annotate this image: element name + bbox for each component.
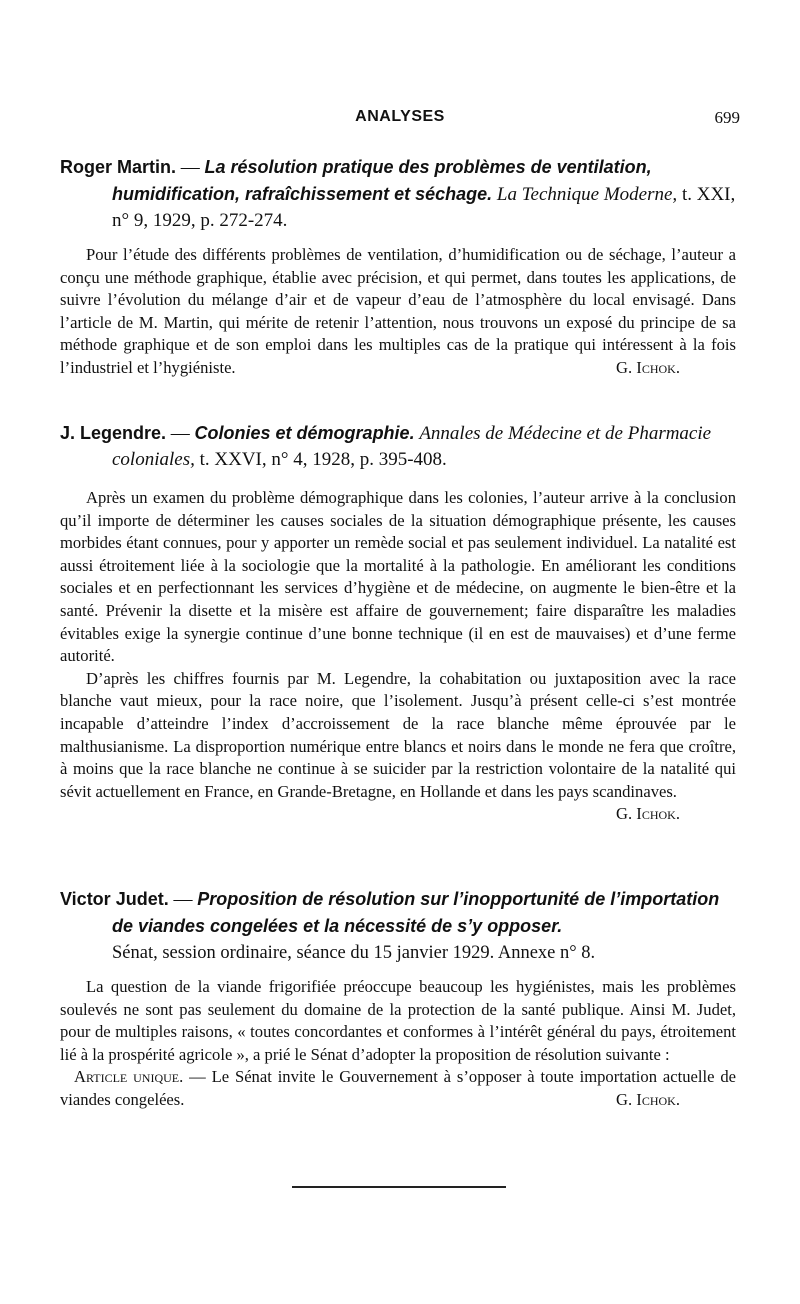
article-title: La résolution pratique des problèmes de ventilation, humidification, rafraîchissement et séchage.	[112, 157, 652, 204]
review-entry-judet	[60, 886, 736, 1112]
citation: t. XXI, n° 9, 1929, p. 272-274.	[112, 184, 736, 231]
end-rule-divider	[292, 1186, 506, 1188]
review-entry-legendre	[60, 420, 736, 826]
journal-name: La Technique Moderne,	[496, 184, 678, 205]
reviewer-signature: G. Ichok.	[616, 1089, 680, 1109]
author-name: Victor Judet.	[60, 889, 169, 909]
article-title: Proposition de résolution sur l’inopportunité de l’importation de viandes congelées et la nécessité de s’y opposer.	[112, 889, 720, 936]
reviewer-signature: G. Ichok.	[616, 357, 680, 377]
article-title: Colonies et démographie.	[194, 423, 415, 443]
review-text: D’après les chiffres fournis par M. Legendre, la cohabitation ou juxtaposition avec la race blanche vaut mieux, pour la race noire, que l’isolement. Jusqu’à présent celle-ci s’est montrée incapable d’atteindre l’index d’accroissement de la race blanche même éprouvée par le malthusianisme. La disproportion numérique entre blancs et noirs dans le monde ne fera que croître, à moins que la race blanche ne continue à se suicider par la restriction volontaire de la natalité qui sévit actuellement en France, en Grande-Bretagne, en Hollande et dans les pays scandinaves.	[60, 668, 736, 801]
review-body: Après un examen du problème démographique dans les colonies, l’auteur arrive à la conclusion qu’il importe de déterminer les causes sociales de la situation démographique présente, les causes morbides étant connues, pour y apporter un remède social et pas seulement individuel. La natalité est aussi étroitement liée à la sociologie que la mortalité à la pathologie. En améliorant les conditions sociales et en perfectionnant les services d’hygiène et de médecine, on augmente le bien-être et la santé. Prévenir la disette et la misère est affaire de gouvernement; faire disparaître les maladies évitables exige la synergie continue d’une bonne technique (il en est de mauvaises) et d’une ferme autorité.	[60, 488, 736, 666]
review-entry-martin	[60, 154, 736, 380]
review-body: La question de la viande frigorifiée préoccupe beaucoup les hygiénistes, mais les problèmes soulevés ne sont pas seulement du domaine de la protection de la santé publique. Ainsi M. Judet, pour de multiples raisons, « toutes concordantes et conformes à l’intérêt général du pays, étroitement lié à la prospérité agricole », a prié le Sénat d’adopter la proposition de résolution suivante :	[60, 977, 736, 1064]
citation: t. XXVI, n° 4, 1928, p. 395-408.	[194, 449, 447, 470]
reviewer-signature: G. Ichok.	[616, 804, 680, 824]
journal-name: Annales de Médecine et de Pharmacie coloniales,	[112, 423, 712, 470]
article-text: — Le Sénat invite le Gouvernement à s’opposer à toute importation actuelle de viandes congelées.	[60, 1067, 736, 1109]
article-unique	[60, 1066, 736, 1111]
entry-heading	[60, 420, 736, 473]
review-body-continued	[60, 668, 736, 824]
running-head	[60, 108, 740, 132]
entry-heading	[60, 886, 736, 940]
author-name: Roger Martin.	[60, 157, 177, 177]
article-label: Article unique.	[74, 1067, 184, 1087]
heading-dash: —	[168, 889, 198, 910]
review-text: Pour l’étude des différents problèmes de ventilation, d’humidification ou de séchage, l’auteur a conçu une méthode graphique, établie avec précision, et qui permet, dans toutes les applications, de suivre l’évolution du mélange d’air et de vapeur d’eau de l’atmosphère du local envisagé. Dans l’article de M. Martin, qui mérite de retenir l’attention, nous trouvons un exposé du principe de sa méthode graphique et de son emploi dans les multiples cas de la pratique qui intéressent à la fois l’industriel et l’hygiéniste.	[60, 245, 736, 377]
author-name: J. Legendre.	[60, 423, 167, 443]
page-number: 699	[714, 108, 740, 127]
review-body	[60, 244, 736, 380]
source-line: Sénat, session ordinaire, séance du 15 janvier 1929. Annexe n° 8.	[112, 943, 596, 963]
running-head-title: ANALYSES	[355, 108, 445, 125]
heading-dash: —	[176, 157, 205, 178]
heading-dash: —	[166, 423, 195, 444]
entry-heading	[60, 154, 736, 234]
